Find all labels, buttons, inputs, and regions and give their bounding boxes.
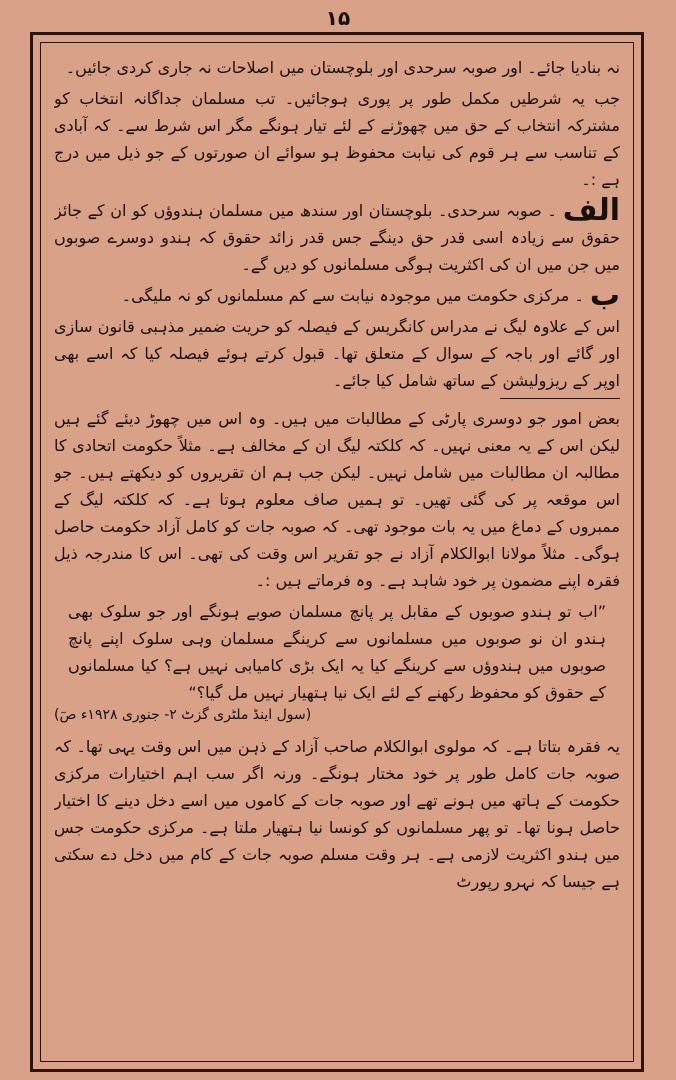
paragraph: نہ بنادیا جائے۔ اور صوبہ سرحدی اور بلوچستان میں اصلاحات نہ جاری کردی جائیں۔ <box>65 58 620 77</box>
page-number: ۱۵ <box>325 6 351 30</box>
citation <box>54 702 580 729</box>
page-body <box>54 54 620 1054</box>
paragraph: اس کے علاوہ لیگ نے مدراس کانگریس کے فیصلہ کو حریت ضمیر مذہبی قانون سازی اور گائے اور باجہ کے سوال کے متعلق تھا۔ قبول کرتے ہوئے فیصلہ کیا کہ اسے بھی اوپر کے ریزولیشن کے ساتھ شامل کیا جائے۔ <box>54 317 620 390</box>
block-quote: ”اب تو ہندو صوبوں کے مقابل پر پانچ مسلمان صوبے ہونگے اور جو سلوک بھی ہندو ان نو صوبوں میں مسلمانوں سے کرینگے مسلمان وہی سلوک اپنے پانچ صوبوں میں ہندوؤں سے کرینگے کیا یہ ایک بڑی کامیابی نہیں ہے؟ کیا مسلمانوں کے حقوق کو محفوظ رکھنے کے لئے ایک نیا ہتھیار نہیں مل گیا؟“ <box>68 602 606 702</box>
list-item-text: ۔ مرکزی حکومت میں موجودہ نیابت سے کم مسلمانوں کو نہ ملیگی۔ <box>121 286 584 305</box>
paragraph: جب یہ شرطیں مکمل طور پر پوری ہوجائیں۔ تب مسلمان جداگانہ انتخاب کو مشترکہ انتخاب کے حق میں چھوڑنے کے لئے تیار ہونگے مگر اس شرط سے۔ کہ آبادی کے تناسب سے ہر قوم کی نیابت محفوظ ہو سوائے ان صورتوں کے جو ذیل میں درج ہے :۔ <box>54 89 620 189</box>
paragraph: یہ فقرہ بتاتا ہے۔ کہ مولوی ابوالکلام صاحب آزاد کے ذہن میں اس وقت یہی تھا۔ کہ صوبہ جات کامل طور پر خود مختار ہونگے۔ ورنہ اگر سب اہم اختیارات مرکزی حکومت کے ہاتھ میں ہونے تھے اور صوبہ جات کے کاموں میں اسے دخل دینے کا اختیار حاصل ہونا تھا۔ تو پھر مسلمانوں کو کونسا نیا ہتھیار ملتا ہے۔ مرکزی حکومت جس میں ہندو اکثریت لازمی ہے۔ ہر وقت مسلم صوبہ جات کے کام میں دخل دے سکتی ہے جیسا کہ نہرو رپورٹ <box>54 737 620 891</box>
list-item-alif <box>54 193 620 278</box>
list-marker: ب <box>589 278 620 313</box>
citation-text: (سول اینڈ ملٹری گزٹ ۲- جنوری ۱۹۲۸ء صٓ) <box>54 707 312 723</box>
list-item-text: ۔ صوبہ سرحدی۔ بلوچستان اور سندھ میں مسلمان ہندوؤں کو ان کے جائز حقوق سے زیادہ اسی قدر حق دینگے جس قدر زائد حقوق کہ ہندو دوسرے صوبوں میں جن میں ان کی اکثریت ہوگی مسلمانوں کو دیں گے۔ <box>54 201 620 274</box>
list-marker: الف <box>562 193 620 228</box>
divider <box>500 398 620 399</box>
list-item-be <box>54 278 620 313</box>
paragraph: بعض امور جو دوسری پارٹی کے مطالبات میں ہیں۔ وہ اس میں چھوڑ دیئے گئے ہیں لیکن اس کے یہ معنی نہیں۔ کہ کلکتہ لیگ ان کے مخالف ہے۔ مثلاً حکومت اتحادی کا مطالبہ ان مطالبات میں شامل نہیں۔ لیکن جب ہم ان تقریروں کو دیکھتے ہیں۔ جو اس موقعہ پر کی گئی تھیں۔ تو ہمیں صاف معلوم ہوتا ہے۔ کہ کلکتہ لیگ کے ممبروں کے دماغ میں یہ بات موجود تھی۔ کہ صوبہ جات کو کامل آزاد حکومت حاصل ہوگی۔ مثلاً مولانا ابوالکلام آزاد نے جو تقریر اس وقت کی تھی۔ اس کا مندرجہ ذیل فقرہ اپنے مضمون پر خود شاہد ہے۔ وہ فرماتے ہیں :۔ <box>54 409 620 590</box>
